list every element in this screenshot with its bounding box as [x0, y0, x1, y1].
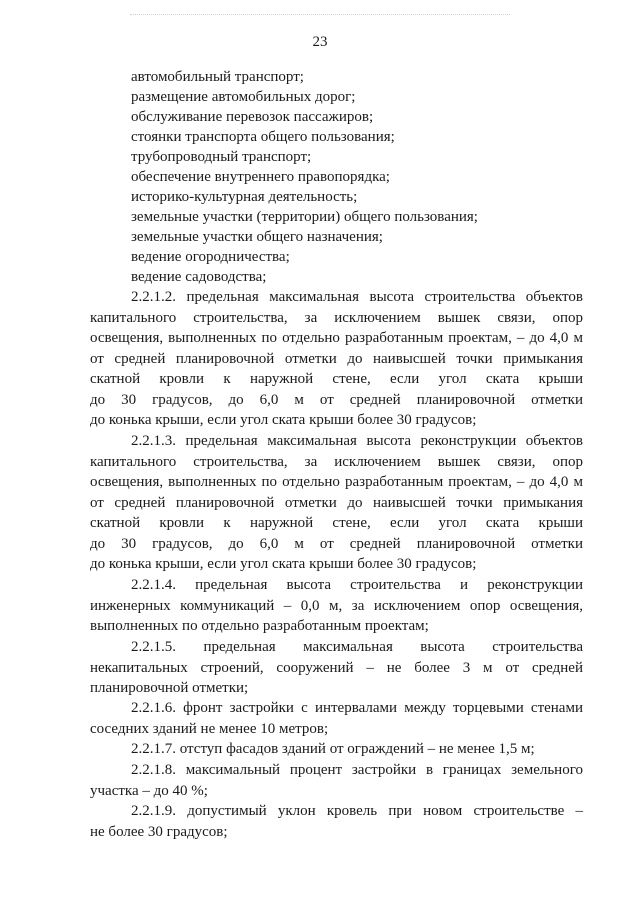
paragraph-line: от средней планировочной отметки до наивысшей точки примыкания: [90, 494, 583, 511]
list-item: земельные участки общего назначения;: [131, 229, 383, 245]
paragraph-line: 2.2.1.3. предельная максимальная высота реконструкции объектов: [131, 433, 583, 449]
paragraph-line: капитального строительства, за исключением вышек связи, опор: [90, 453, 583, 470]
paragraph-line: некапитальных строений, сооружений – не более 3 м от средней: [90, 659, 583, 676]
paragraph-line: 2.2.1.6. фронт застройки с интервалами между торцевыми стенами: [131, 700, 583, 716]
paragraph-line: 2.2.1.4. предельная высота строительства и реконструкции: [131, 577, 583, 593]
list-item: автомобильный транспорт;: [131, 69, 304, 85]
page-number: 23: [312, 34, 328, 50]
paragraph-line: от средней планировочной отметки до наивысшей точки примыкания: [90, 350, 583, 367]
list-item: ведение огородничества;: [131, 249, 290, 265]
paragraph-line: не более 30 градусов;: [90, 823, 228, 840]
paragraph-2-2-1-8: [90, 760, 583, 801]
paragraph-2-2-1-2: [90, 287, 583, 431]
list-item: стоянки транспорта общего пользования;: [131, 129, 395, 145]
paragraph-line: до конька крыши, если угол ската крыши более 30 градусов;: [90, 412, 477, 428]
list-item: трубопроводный транспорт;: [131, 149, 312, 165]
paragraph-line: выполненных по отдельно разработанным проектам;: [90, 618, 429, 634]
paragraph-line: до 30 градусов, до 6,0 м от средней планировочной отметки: [90, 391, 583, 408]
paragraph-line: планировочной отметки;: [90, 680, 249, 696]
top-divider: [130, 14, 510, 15]
paragraph-line: 2.2.1.7. отступ фасадов зданий от ограждений – не менее 1,5 м;: [131, 741, 535, 757]
list-item: обслуживание перевозок пассажиров;: [131, 109, 374, 125]
paragraph-line: инженерных коммуникаций – 0,0 м, за исключением опор освещения,: [90, 597, 583, 614]
paragraph-line: соседних зданий не менее 10 метров;: [90, 720, 329, 737]
paragraph-2-2-1-7: [90, 739, 583, 760]
paragraph-line: 2.2.1.9. допустимый уклон кровель при новом строительстве –: [131, 803, 583, 819]
paragraph-line: до конька крыши, если угол ската крыши более 30 градусов;: [90, 556, 477, 572]
paragraph-line: 2.2.1.5. предельная максимальная высота строительства: [131, 639, 583, 655]
list-item: историко-культурная деятельность;: [131, 189, 358, 205]
paragraph-2-2-1-3: [90, 431, 583, 575]
paragraph-line: 2.2.1.2. предельная максимальная высота строительства объектов: [131, 289, 583, 305]
paragraph-line: до 30 градусов, до 6,0 м от средней планировочной отметки: [90, 535, 583, 552]
paragraph-2-2-1-9: [90, 801, 583, 842]
paragraph-2-2-1-4: [90, 575, 583, 637]
list-item: размещение автомобильных дорог;: [131, 89, 356, 105]
list-item: обеспечение внутреннего правопорядка;: [131, 169, 390, 185]
paragraph-line: 2.2.1.8. максимальный процент застройки в границах земельного: [131, 762, 583, 778]
list-item: ведение садоводства;: [131, 269, 267, 285]
paragraph-line: освещения, выполненных по отдельно разработанным проектам, – до 4,0 м: [90, 330, 583, 346]
paragraph-line: капитального строительства, за исключением вышек связи, опор: [90, 309, 583, 326]
paragraph-line: участка – до 40 %;: [90, 782, 208, 799]
paragraph-2-2-1-5: [90, 637, 583, 699]
paragraph-line: скатной кровли к наружной стене, если угол ската крыши: [90, 371, 583, 387]
list-item: земельные участки (территории) общего пользования;: [131, 209, 478, 225]
paragraph-line: освещения, выполненных по отдельно разработанным проектам, – до 4,0 м: [90, 474, 583, 490]
paragraph-line: скатной кровли к наружной стене, если угол ската крыши: [90, 515, 583, 531]
paragraph-2-2-1-6: [90, 698, 583, 739]
